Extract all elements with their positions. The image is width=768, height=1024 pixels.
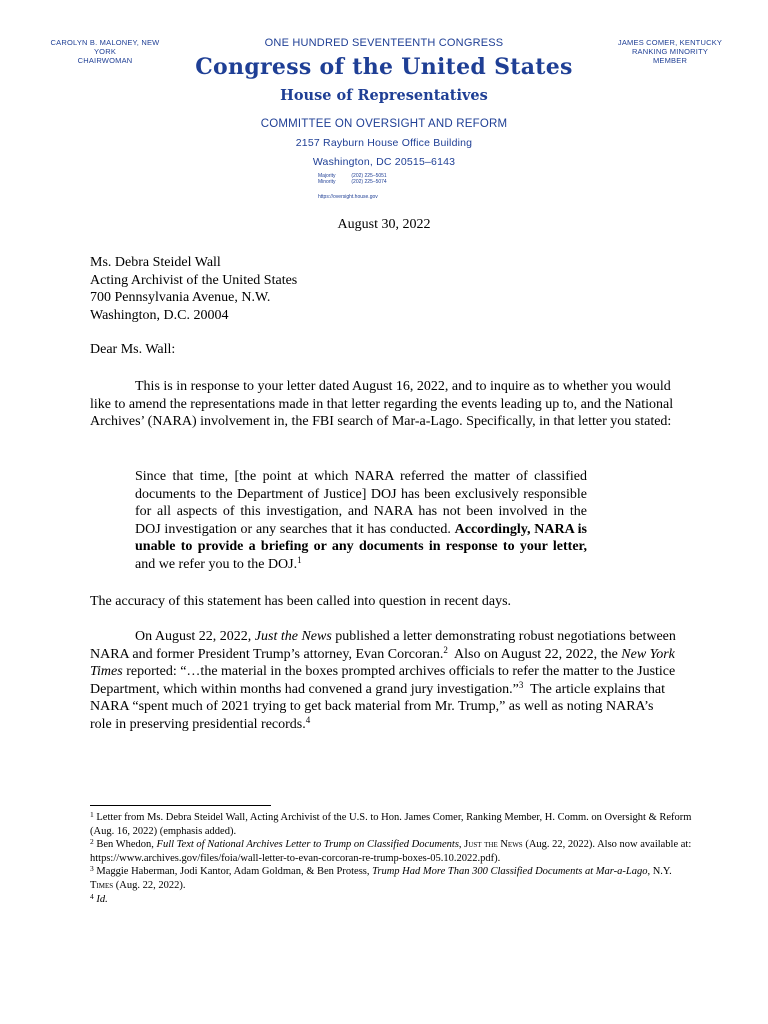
- majority-label: Majority: [318, 173, 336, 179]
- footnote-2-text-c: (Aug. 22, 2022). Also now available at: https://www.archives.gov/files/foia/wall-letter-to-evan-corcoran-re-trump-boxes-05.10.2022.pdf).: [90, 839, 692, 864]
- letter-date: August 30, 2022: [337, 217, 431, 232]
- majority-phone: (202) 225–5051: [351, 173, 387, 179]
- paragraph-1: This is in response to your letter dated August 16, 2022, and to inquire as to whether you would like to amend the representations made in that letter regarding the events leading up to, and the National Archives’ (NARA) involvement in, the FBI search of Mar-a-Lago. Specifically, in that letter you stated:: [90, 379, 674, 429]
- recipient-address: [90, 254, 297, 324]
- p3-italic-nyt: New York Times: [90, 646, 675, 679]
- footnote-2-text-b: ,: [458, 839, 465, 851]
- footnote-3-number: 3: [90, 864, 94, 874]
- footnotes: [90, 811, 696, 906]
- footnote-3-text-b: , N.Y.: [647, 866, 672, 878]
- footnote-3-text-a: Maggie Haberman, Jodi Kantor, Adam Goldman, & Ben Protess,: [93, 866, 373, 878]
- ranking-name: JAMES COMER, KENTUCKY: [617, 38, 723, 47]
- footnote-ref-1[interactable]: 1: [297, 554, 302, 565]
- phone-block: [318, 173, 458, 185]
- office-building: 2157 Rayburn House Office Building: [295, 137, 473, 149]
- footnote-1-text: Letter from Ms. Debra Steidel Wall, Acting Archivist of the U.S. to Hon. James Comer, Ranking Member, H. Comm. on Oversight & Reform (Aug. 16, 2022) (emphasis added).: [90, 812, 692, 837]
- chair-title: CHAIRWOMAN: [77, 56, 133, 65]
- footnote-2-text-a: Ben Whedon,: [93, 839, 157, 851]
- minority-phone-row: [318, 179, 458, 185]
- p3-text-d: reported: “…the material in the boxes prompted archives officials to refer the matter to the Justice Department, which within months had convened a grand jury investigation.”: [90, 664, 676, 697]
- ranking-member-block: [614, 38, 726, 65]
- recipient-street: 700 Pennsylvania Avenue, N.W.: [90, 290, 271, 305]
- block-quote: [135, 468, 587, 573]
- footnote-3-publication: Times: [90, 879, 114, 891]
- chair-name: CAROLYN B. MALONEY, NEW YORK: [50, 38, 160, 56]
- office-city: Washington, DC 20515–6143: [312, 156, 456, 168]
- footnote-1: [90, 811, 696, 838]
- footnote-divider: [90, 805, 271, 806]
- footnote-3: [90, 865, 696, 892]
- paragraph-2: The accuracy of this statement has been called into question in recent days.: [90, 594, 512, 609]
- website-link[interactable]: https://oversight.house.gov: [318, 194, 378, 200]
- congress-number: ONE HUNDRED SEVENTEENTH CONGRESS: [264, 37, 504, 49]
- footnote-2-title: Full Text of National Archives Letter to Trump on Classified Documents: [156, 839, 459, 851]
- chairwoman-block: [46, 38, 164, 65]
- congress-title: Congress of the United States: [195, 54, 573, 80]
- p3-text-e: The article explains that NARA “spent much of 2021 trying to get back material from Mr. Trump,” as well as noting NARA’s role in preserving presidential records.: [90, 681, 669, 732]
- committee-name: COMMITTEE ON OVERSIGHT AND REFORM: [260, 118, 508, 130]
- house-title: House of Representatives: [280, 87, 488, 104]
- footnote-1-number: 1: [90, 810, 94, 819]
- footnote-4-text: Id.: [96, 893, 108, 905]
- quote-bold: Accordingly, NARA is unable to provide a briefing or any documents in response to your letter,: [135, 521, 588, 554]
- footnote-4-number: 4: [90, 891, 94, 901]
- p3-italic-just-the-news: Just the News: [254, 629, 332, 644]
- minority-label: Minority: [318, 179, 336, 185]
- quote-end: and we refer you to the DOJ.: [135, 556, 298, 572]
- p3-text-b: published a letter demonstrating robust negotiations between NARA and former President Trump’s attorney, Evan Corcoran.: [90, 629, 676, 662]
- recipient-name: Ms. Debra Steidel Wall: [90, 255, 221, 270]
- salutation: Dear Ms. Wall:: [90, 342, 176, 357]
- footnote-3-text-c: (Aug. 22, 2022).: [113, 879, 186, 891]
- footnote-2-publication: Just the News: [464, 839, 523, 851]
- recipient-title: Acting Archivist of the United States: [90, 272, 298, 288]
- quote-plain: Since that time, [the point at which NARA referred the matter of classified documents to the Department of Justice] DOJ has been exclusively responsible for all aspects of this investigation, and NARA has not been involved in the DOJ investigation or any searches that it has conducted.: [135, 469, 587, 537]
- footnote-3-title: Trump Had More Than 300 Classified Documents at Mar-a-Lago: [372, 866, 648, 878]
- ranking-title: RANKING MINORITY MEMBER: [631, 47, 709, 65]
- minority-phone: (202) 225–5074: [351, 179, 387, 185]
- footnote-ref-3[interactable]: 3: [518, 679, 524, 690]
- footnote-2: [90, 838, 696, 865]
- p3-text-c: Also on August 22, 2022, the: [447, 646, 622, 662]
- paragraph-3: [90, 628, 676, 733]
- footnote-4: [90, 893, 696, 907]
- recipient-city: Washington, D.C. 20004: [90, 307, 229, 323]
- footnote-ref-4[interactable]: 4: [305, 714, 311, 725]
- footnote-2-number: 2: [90, 837, 94, 847]
- footnote-ref-2[interactable]: 2: [443, 644, 448, 655]
- p3-text-a: On August 22, 2022,: [135, 629, 255, 644]
